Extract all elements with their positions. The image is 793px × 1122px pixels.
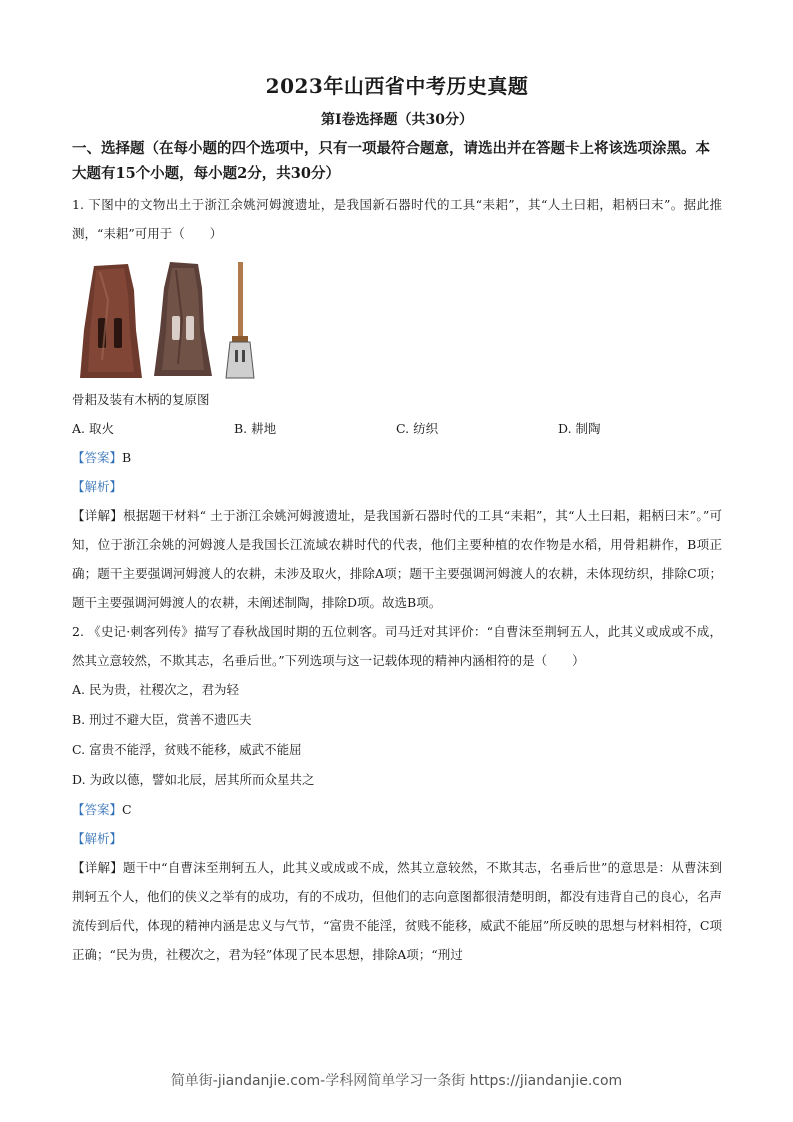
page-subtitle: 第I卷选择题（共30分） <box>320 112 474 128</box>
q2-option-b: B. 刑过不避大臣，赏善不遗匹夫 <box>72 712 252 727</box>
bone-spade-illustration <box>72 260 272 384</box>
q1-answer: B <box>122 450 132 465</box>
q2-option-d: D. 为政以德，譬如北辰，居其所而众星共之 <box>72 772 315 787</box>
q2-option-c: C. 富贵不能浮，贫贱不能移，威武不能屈 <box>72 742 302 757</box>
detail-tag: 【详解】 <box>72 860 123 875</box>
q2-answer: C <box>122 802 132 817</box>
q2-detail <box>72 853 722 969</box>
question-1-options <box>72 414 722 443</box>
q2-answer-line <box>72 795 722 824</box>
question-1-stem: 1. 下图中的文物出土于浙江余姚河姆渡遗址，是我国新石器时代的工具“耒耜”，其“人土曰耜，耜柄曰末”。据此推测，“耒耜”可用于（ ） <box>72 197 722 241</box>
page-title: 2023年山西省中考历史真题 <box>265 74 529 98</box>
section-heading: 一、选择题（在每小题的四个选项中，只有一项最符合题意，请选出并在答题卡上将该选项涂黑。本大题有15个小题，每小题2分，共30分） <box>72 140 710 182</box>
question-2-stem: 2. 《史记·刺客列传》描写了春秋战国时期的五位刺客。司马迁对其评价：“自曹沫至荆轲五人，此其义或成或不成，然其立意较然，不欺其志，名垂后世。”下列选项与这一记载体现的精神内涵相符的是（ ） <box>72 624 722 668</box>
q1-analysis-line <box>72 472 722 501</box>
q1-detail-text: 根据题干材料“ 土于浙江余姚河姆渡遗址，是我国新石器时代的工具“耒耜”，其“人土曰耜，耜柄曰末”。”可知，位于浙江余姚的河姆渡人是我国长江流域农耕时代的代表，他们主要种植的农作物是水稻，用骨耜耕作，B项正确；题干主要强调河姆渡人的农耕，未涉及取火，排除A项；题干主要强调河姆渡人的农耕，未体现纺织，排除C项；题干主要强调河姆渡人的农耕，未阐述制陶，排除D项。故选B项。 <box>72 508 722 610</box>
artifact-figure <box>72 260 722 384</box>
reconstruction-with-handle <box>226 262 254 378</box>
q2-option-a: A. 民为贵，社稷次之，君为轻 <box>72 682 239 697</box>
bone-spade-back <box>154 262 212 376</box>
q1-detail <box>72 501 722 617</box>
detail-tag: 【详解】 <box>72 508 124 523</box>
q1-option-c: C. 纺织 <box>396 421 439 436</box>
answer-tag: 【答案】 <box>72 802 123 817</box>
q1-option-d: D. 制陶 <box>558 421 601 436</box>
analysis-tag: 【解析】 <box>72 831 123 846</box>
analysis-tag: 【解析】 <box>72 479 123 494</box>
answer-tag: 【答案】 <box>72 450 123 465</box>
document-page <box>72 62 722 969</box>
q2-analysis-line <box>72 824 722 853</box>
page-footer: 简单街-jiandanjie.com-学科网简单学习一条街 https://jiandanjie.com <box>170 1073 623 1089</box>
q1-option-a: A. 取火 <box>72 421 114 436</box>
q1-answer-line <box>72 443 722 472</box>
q1-option-b: B. 耕地 <box>234 421 277 436</box>
q2-detail-text: 题干中“自曹沫至荆轲五人，此其义或成或不成，然其立意较然，不欺其志，名垂后世”的意思是：从曹沫到荆轲五个人，他们的侠义之举有的成功，有的不成功，但他们的志向意图都很清楚明朗，都没有违背自己的良心，名声流传到后代，体现的精神内涵是忠义与气节，“富贵不能淫，贫贱不能移，威武不能屈”所反映的思想与材料相符，C项正确；“民为贵，社稷次之，君为轻”体现了民本思想，排除A项；“刑过 <box>72 860 723 962</box>
bone-spade-front <box>80 264 142 378</box>
figure-caption: 骨耜及装有木柄的复原图 <box>72 392 210 407</box>
